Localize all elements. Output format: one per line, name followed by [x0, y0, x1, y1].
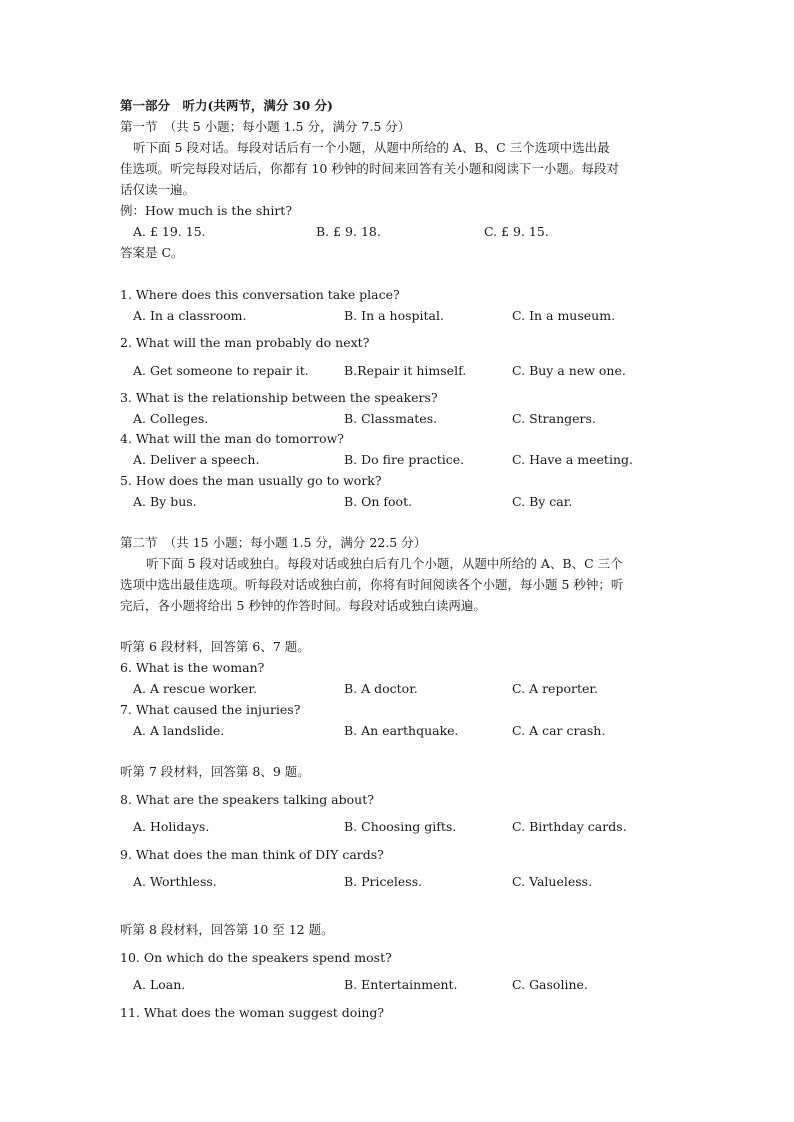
- section2-heading: 第二节 （共 15 小题；每小题 1.5 分，满分 22.5 分）: [120, 535, 427, 550]
- option-c: C. Buy a new one.: [512, 363, 626, 378]
- question-8: 8. What are the speakers talking about?: [120, 792, 374, 807]
- option-c: C. Have a meeting.: [512, 452, 633, 467]
- option-c: C. A car crash.: [512, 723, 606, 738]
- example-answer: 答案是 C。: [120, 245, 184, 260]
- option-b: B. A doctor.: [344, 681, 418, 696]
- example-question: 例：How much is the shirt?: [120, 203, 293, 218]
- option-b: B. Choosing gifts.: [344, 819, 457, 834]
- option-a: A. Colleges.: [133, 411, 209, 426]
- option-b: B. An earthquake.: [344, 723, 459, 738]
- question-11: 11. What does the woman suggest doing?: [120, 1005, 385, 1020]
- example-option-b: B. £ 9. 18.: [316, 224, 381, 239]
- option-a: A. Holidays.: [133, 819, 210, 834]
- section1-instructions-line: 佳选项。听完每段对话后，你都有 10 秒钟的时间来回答有关小题和阅读下一小题。每段对: [120, 161, 619, 176]
- option-c: C. Gasoline.: [512, 977, 588, 992]
- option-b: B. Classmates.: [344, 411, 438, 426]
- option-c: C. Valueless.: [512, 874, 593, 889]
- option-c: C. In a museum.: [512, 308, 616, 323]
- option-a: A. Loan.: [133, 977, 186, 992]
- question-10: 10. On which do the speakers spend most?: [120, 950, 392, 965]
- question-4: 4. What will the man do tomorrow?: [120, 431, 344, 446]
- option-a: A. A landslide.: [133, 723, 225, 738]
- option-a: A. A rescue worker.: [133, 681, 257, 696]
- section1-instructions-line: 话仅读一遍。: [120, 182, 196, 197]
- section1-instructions-line: 听下面 5 段对话。每段对话后有一个小题，从题中所给的 A、B、C 三个选项中选出最: [133, 140, 610, 155]
- option-b: B. Entertainment.: [344, 977, 458, 992]
- option-b: B. Do fire practice.: [344, 452, 465, 467]
- option-c: C. By car.: [512, 494, 573, 509]
- section1-heading: 第一节 （共 5 小题；每小题 1.5 分，满分 7.5 分）: [120, 119, 411, 134]
- question-3: 3. What is the relationship between the speakers?: [120, 390, 438, 405]
- example-option-a: A. £ 19. 15.: [133, 224, 206, 239]
- question-7: 7. What caused the injuries?: [120, 702, 301, 717]
- option-b: B.Repair it himself.: [344, 363, 467, 378]
- part-title: 第一部分 听力(共两节，满分 30 分): [120, 98, 333, 113]
- option-b: B. In a hospital.: [344, 308, 444, 323]
- option-a: A. Deliver a speech.: [133, 452, 260, 467]
- question-5: 5. How does the man usually go to work?: [120, 473, 382, 488]
- option-a: A. Get someone to repair it.: [133, 363, 309, 378]
- option-c: C. Strangers.: [512, 411, 596, 426]
- option-a: A. By bus.: [133, 494, 197, 509]
- option-c: C. A reporter.: [512, 681, 598, 696]
- section2-instructions-line: 完后，各小题将给出 5 秒钟的作答时间。每段对话或独白读两遍。: [120, 598, 486, 613]
- material-intro-6: 听第 6 段材料，回答第 6、7 题。: [120, 639, 310, 654]
- option-c: C. Birthday cards.: [512, 819, 627, 834]
- material-intro-8: 听第 8 段材料，回答第 10 至 12 题。: [120, 922, 334, 937]
- option-b: B. Priceless.: [344, 874, 423, 889]
- question-1: 1. Where does this conversation take place?: [120, 287, 400, 302]
- section2-instructions-line: 听下面 5 段对话或独白。每段对话或独白后有几个小题，从题中所给的 A、B、C 三个: [146, 556, 623, 571]
- question-6: 6. What is the woman?: [120, 660, 265, 675]
- material-intro-7: 听第 7 段材料，回答第 8、9 题。: [120, 764, 310, 779]
- question-9: 9. What does the man think of DIY cards?: [120, 847, 384, 862]
- option-a: A. Worthless.: [133, 874, 217, 889]
- option-a: A. In a classroom.: [133, 308, 247, 323]
- section2-instructions-line: 选项中选出最佳选项。听每段对话或独白前，你将有时间阅读各个小题，每小题 5 秒钟；听: [120, 577, 624, 592]
- example-option-c: C. £ 9. 15.: [484, 224, 549, 239]
- question-2: 2. What will the man probably do next?: [120, 335, 370, 350]
- option-b: B. On foot.: [344, 494, 413, 509]
